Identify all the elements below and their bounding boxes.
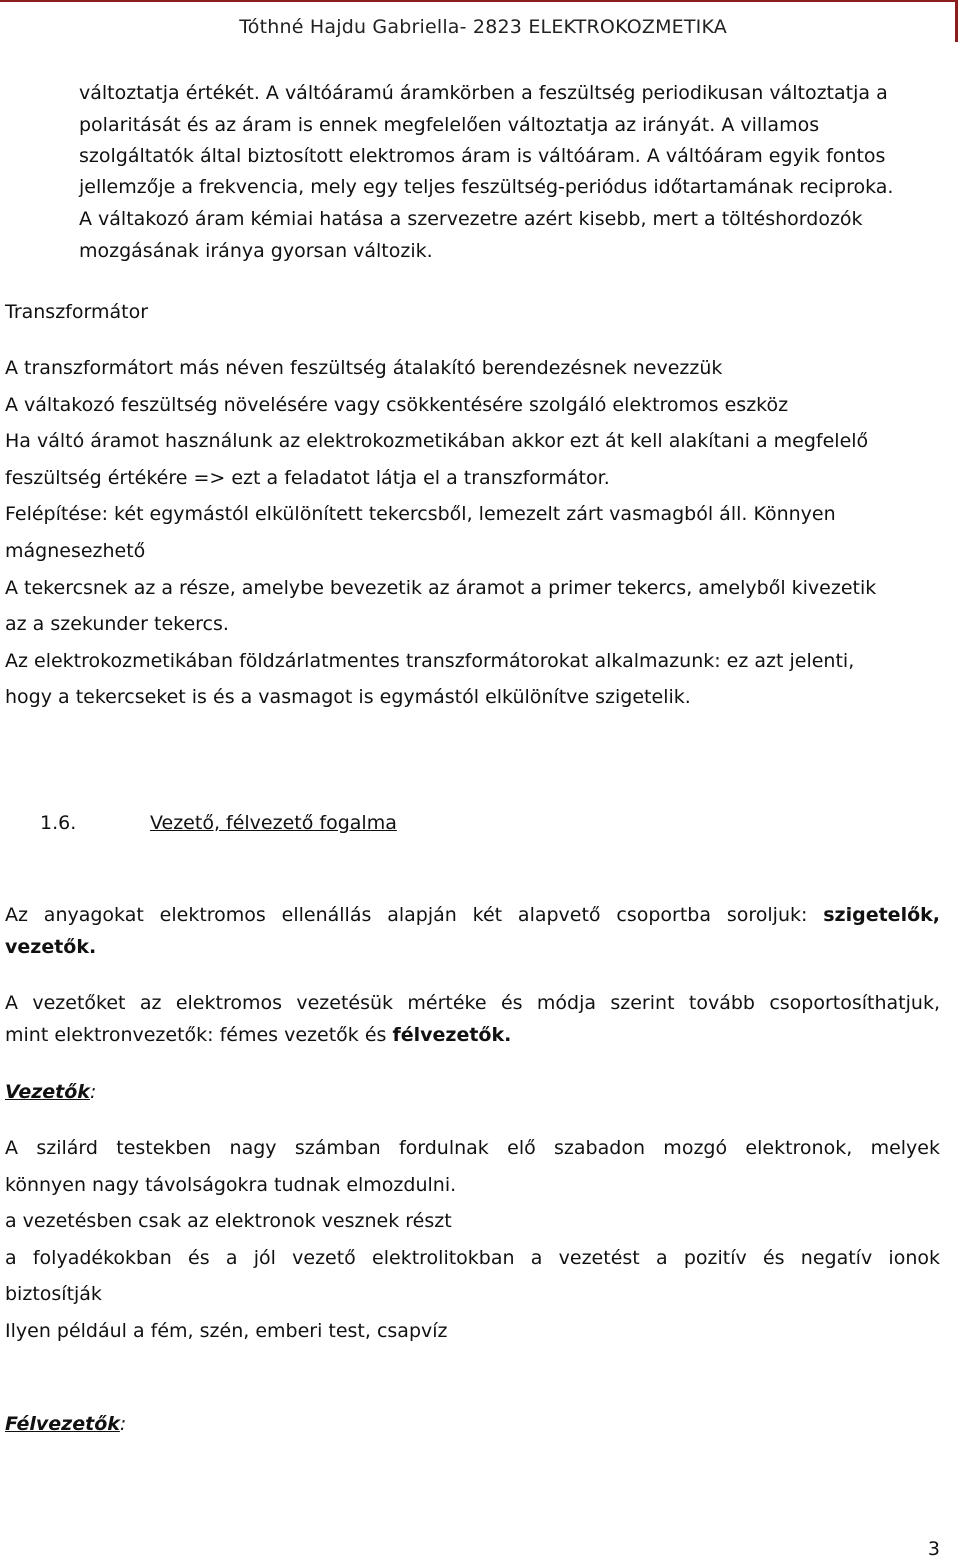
conductors-line: A szilárd testekben nagy számban fordulnak elő szabadon mozgó elektronok, melyek xyxy=(5,1137,940,1159)
transformer-line: feszültség értékére => ezt a feladatot látja el a transzformátor. xyxy=(5,467,610,489)
paragraph-line xyxy=(5,1024,511,1046)
page-number: 3 xyxy=(927,1538,940,1560)
intro-line: szolgáltatók által biztosított elektromos áram is váltóáram. A váltóáram egyik fontos xyxy=(79,145,886,167)
heading-colon: : xyxy=(89,1081,97,1103)
transformer-line: A transzformátort más néven feszültség átalakító berendezésnek nevezzük xyxy=(5,357,723,379)
intro-line: jellemzője a frekvencia, mely egy teljes feszültség-periódus időtartamának reciproka. xyxy=(79,176,894,198)
transformer-line: mágnesezhető xyxy=(5,540,146,562)
conductors-line: biztosítják xyxy=(5,1283,102,1305)
conductors-line: Ilyen például a fém, szén, emberi test, csapvíz xyxy=(5,1320,448,1342)
intro-line: polaritását és az áram is ennek megfelelően változtatja az irányát. A villamos xyxy=(79,114,820,136)
transformer-line: Felépítése: két egymástól elkülönített tekercsből, lemezelt zárt vasmagból áll. Könnyen xyxy=(5,503,836,525)
transformer-line: Ha váltó áramot használunk az elektrokozmetikában akkor ezt át kell alakítani a megfelelő xyxy=(5,430,869,452)
intro-line: változtatja értékét. A váltóáramú áramkörben a feszültség periodikusan változtatja a xyxy=(79,82,888,104)
transformer-heading: Transzformátor xyxy=(5,301,149,323)
transformer-line: hogy a tekercseket is és a vasmagot is egymástól elkülönítve szigetelik. xyxy=(5,686,691,708)
conductors-heading xyxy=(5,1081,96,1103)
section-title: Vezető, félvezető fogalma xyxy=(150,812,397,834)
transformer-line: A tekercsnek az a része, amelybe bevezetik az áramot a primer tekercs, amelyből kivezetik xyxy=(5,577,877,599)
conductors-line: a folyadékokban és a jól vezető elektrolitokban a vezetést a pozitív és negatív ionok xyxy=(5,1247,940,1269)
intro-line: mozgásának iránya gyorsan változik. xyxy=(79,240,433,262)
semiconductors-heading xyxy=(5,1413,126,1435)
section-number: 1.6. xyxy=(40,812,77,834)
conductors-line: a vezetésben csak az elektronok vesznek részt xyxy=(5,1210,452,1232)
bold-term: vezetők. xyxy=(5,936,97,958)
intro-line: A váltakozó áram kémiai hatása a szervezetre azért kisebb, mert a töltéshordozók xyxy=(79,208,863,230)
transformer-line: az a szekunder tekercs. xyxy=(5,613,229,635)
bold-term: félvezetők. xyxy=(392,1024,512,1046)
paragraph-text: mint elektronvezetők: fémes vezetők és xyxy=(5,1024,393,1046)
conductors-line: könnyen nagy távolságokra tudnak elmozdulni. xyxy=(5,1174,457,1196)
paragraph-line xyxy=(5,904,940,926)
conductors-heading-text: Vezetők xyxy=(5,1081,90,1103)
paragraph-text: Az anyagokat elektromos ellenállás alapján két alapvető csoportba soroljuk: xyxy=(5,904,824,926)
transformer-line: A váltakozó feszültség növelésére vagy csökkentésére szolgáló elektromos eszköz xyxy=(5,394,789,416)
transformer-line: Az elektrokozmetikában földzárlatmentes transzformátorokat alkalmazunk: ez azt jelenti, xyxy=(5,650,855,672)
page-header xyxy=(0,0,958,42)
heading-colon: : xyxy=(119,1413,127,1435)
paragraph-line: A vezetőket az elektromos vezetésük mértéke és módja szerint tovább csoportosíthatjuk, xyxy=(5,992,940,1014)
running-title: Tóthné Hajdu Gabriella- 2823 ELEKTROKOZMETIKA xyxy=(239,16,727,38)
semiconductors-heading-text: Félvezetők xyxy=(5,1413,120,1435)
bold-term: szigetelők, xyxy=(823,904,940,926)
